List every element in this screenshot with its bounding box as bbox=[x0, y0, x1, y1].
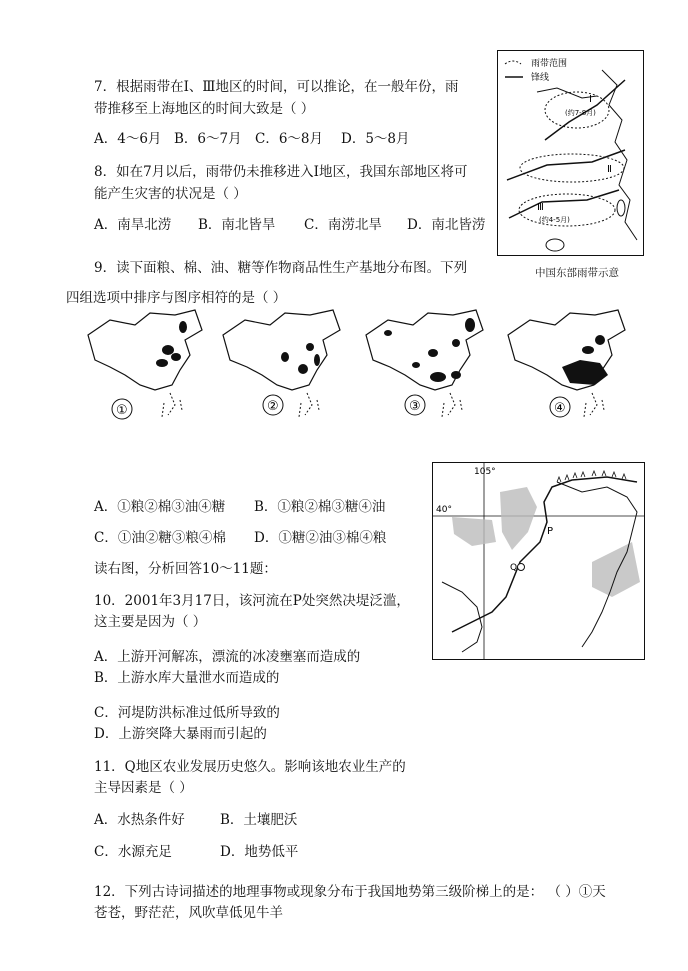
q11-stem-line2: 主导因素是（ ） bbox=[94, 780, 193, 796]
crop-map-2-label: ② bbox=[267, 399, 279, 414]
crop-map-3-label: ③ bbox=[409, 399, 421, 414]
q7-option-a: A．4～6月 bbox=[94, 131, 162, 147]
crop-map-1 bbox=[80, 305, 210, 425]
q9-stem-line2: 四组选项中排序与图序相符的是（ ） bbox=[66, 290, 287, 306]
q10-option-b: B．上游水库大量泄水而造成的 bbox=[94, 670, 280, 686]
latitude-label: 40° bbox=[436, 505, 452, 515]
q10-option-c: C．河堤防洪标准过低所导致的 bbox=[94, 705, 280, 721]
crop-map-4 bbox=[500, 305, 635, 425]
q7-option-d: D．5～8月 bbox=[341, 131, 410, 147]
q7-option-c: C．6～8月 bbox=[255, 131, 324, 147]
legend-front-label: 锋线 bbox=[531, 73, 550, 83]
q11-option-b: B．土壤肥沃 bbox=[220, 812, 298, 828]
crop-map-2 bbox=[215, 305, 350, 425]
q12-stem-line2: 苍苍，野茫茫，风吹草低见牛羊 bbox=[94, 905, 283, 921]
region-3-label: Ⅲ bbox=[537, 202, 544, 213]
q10-option-d: D．上游突降大暴雨而引起的 bbox=[94, 726, 267, 742]
q8-option-d: D．南北皆涝 bbox=[407, 217, 486, 233]
q8-option-a: A．南旱北涝 bbox=[94, 217, 172, 233]
point-q-label: Q bbox=[510, 563, 518, 573]
yellow-river-map bbox=[432, 462, 645, 660]
q10-stem-line1: 10．2001年3月17日，该河流在P处突然决堤泛滥， bbox=[94, 593, 410, 609]
q11-option-a: A．水热条件好 bbox=[94, 812, 185, 828]
q11-option-c: C．水源充足 bbox=[94, 844, 172, 860]
q12-stem-line1: 12．下列古诗词描述的地理事物或现象分布于我国地势第三级阶梯上的是： （ ）①天 bbox=[94, 884, 606, 900]
q7-stem-line1: 7．根据雨带在Ⅰ、Ⅲ地区的时间，可以推论，在一般年份，雨 bbox=[94, 79, 459, 95]
q9-option-a: A．①粮②棉③油④糖 bbox=[94, 499, 226, 515]
region-2-label: Ⅱ bbox=[607, 164, 612, 175]
q7-stem-line2: 带推移至上海地区的时间大致是（ ） bbox=[94, 101, 315, 117]
rain-belt-map bbox=[497, 50, 644, 256]
q10-stem-line2: 这主要是因为（ ） bbox=[94, 614, 207, 630]
region-1-label: Ⅰ bbox=[589, 94, 592, 105]
q10-option-a: A．上游开河解冻，漂流的冰凌壅塞而造成的 bbox=[94, 649, 361, 665]
q7-option-b: B．6～7月 bbox=[174, 131, 242, 147]
q8-stem-line1: 8．如在7月以后，雨带仍未推移进入Ⅰ地区，我国东部地区将可 bbox=[94, 164, 468, 180]
q8-option-b: B．南北皆旱 bbox=[198, 217, 276, 233]
region-3-time: (约4-5月) bbox=[539, 216, 570, 224]
q8-option-c: C．南涝北旱 bbox=[304, 217, 382, 233]
q9-stem-line1: 9．读下面粮、棉、油、糖等作物商品性生产基地分布图。下列 bbox=[94, 260, 468, 276]
crop-map-4-label: ④ bbox=[554, 401, 566, 416]
rain-belt-map-caption: 中国东部雨带示意 bbox=[535, 267, 619, 279]
crop-map-1-label: ① bbox=[116, 403, 128, 418]
q9-option-d: D．①糖②油③棉④粮 bbox=[254, 530, 387, 546]
legend-band-label: 雨带范围 bbox=[531, 59, 568, 69]
crop-map-3 bbox=[358, 305, 493, 425]
intro-10-11: 读右图，分析回答10～11题： bbox=[94, 561, 277, 577]
point-p-label: P bbox=[547, 526, 554, 537]
region-1-time: (约7-8月) bbox=[565, 109, 596, 117]
longitude-label: 105° bbox=[474, 467, 496, 477]
q8-stem-line2: 能产生灾害的状况是（ ） bbox=[94, 186, 247, 202]
q9-option-c: C．①油②糖③粮④棉 bbox=[94, 530, 226, 546]
q11-stem-line1: 11．Q地区农业发展历史悠久。影响该地农业生产的 bbox=[94, 759, 406, 775]
q11-option-d: D．地势低平 bbox=[220, 844, 299, 860]
q9-option-b: B．①粮②棉③糖④油 bbox=[254, 499, 386, 515]
